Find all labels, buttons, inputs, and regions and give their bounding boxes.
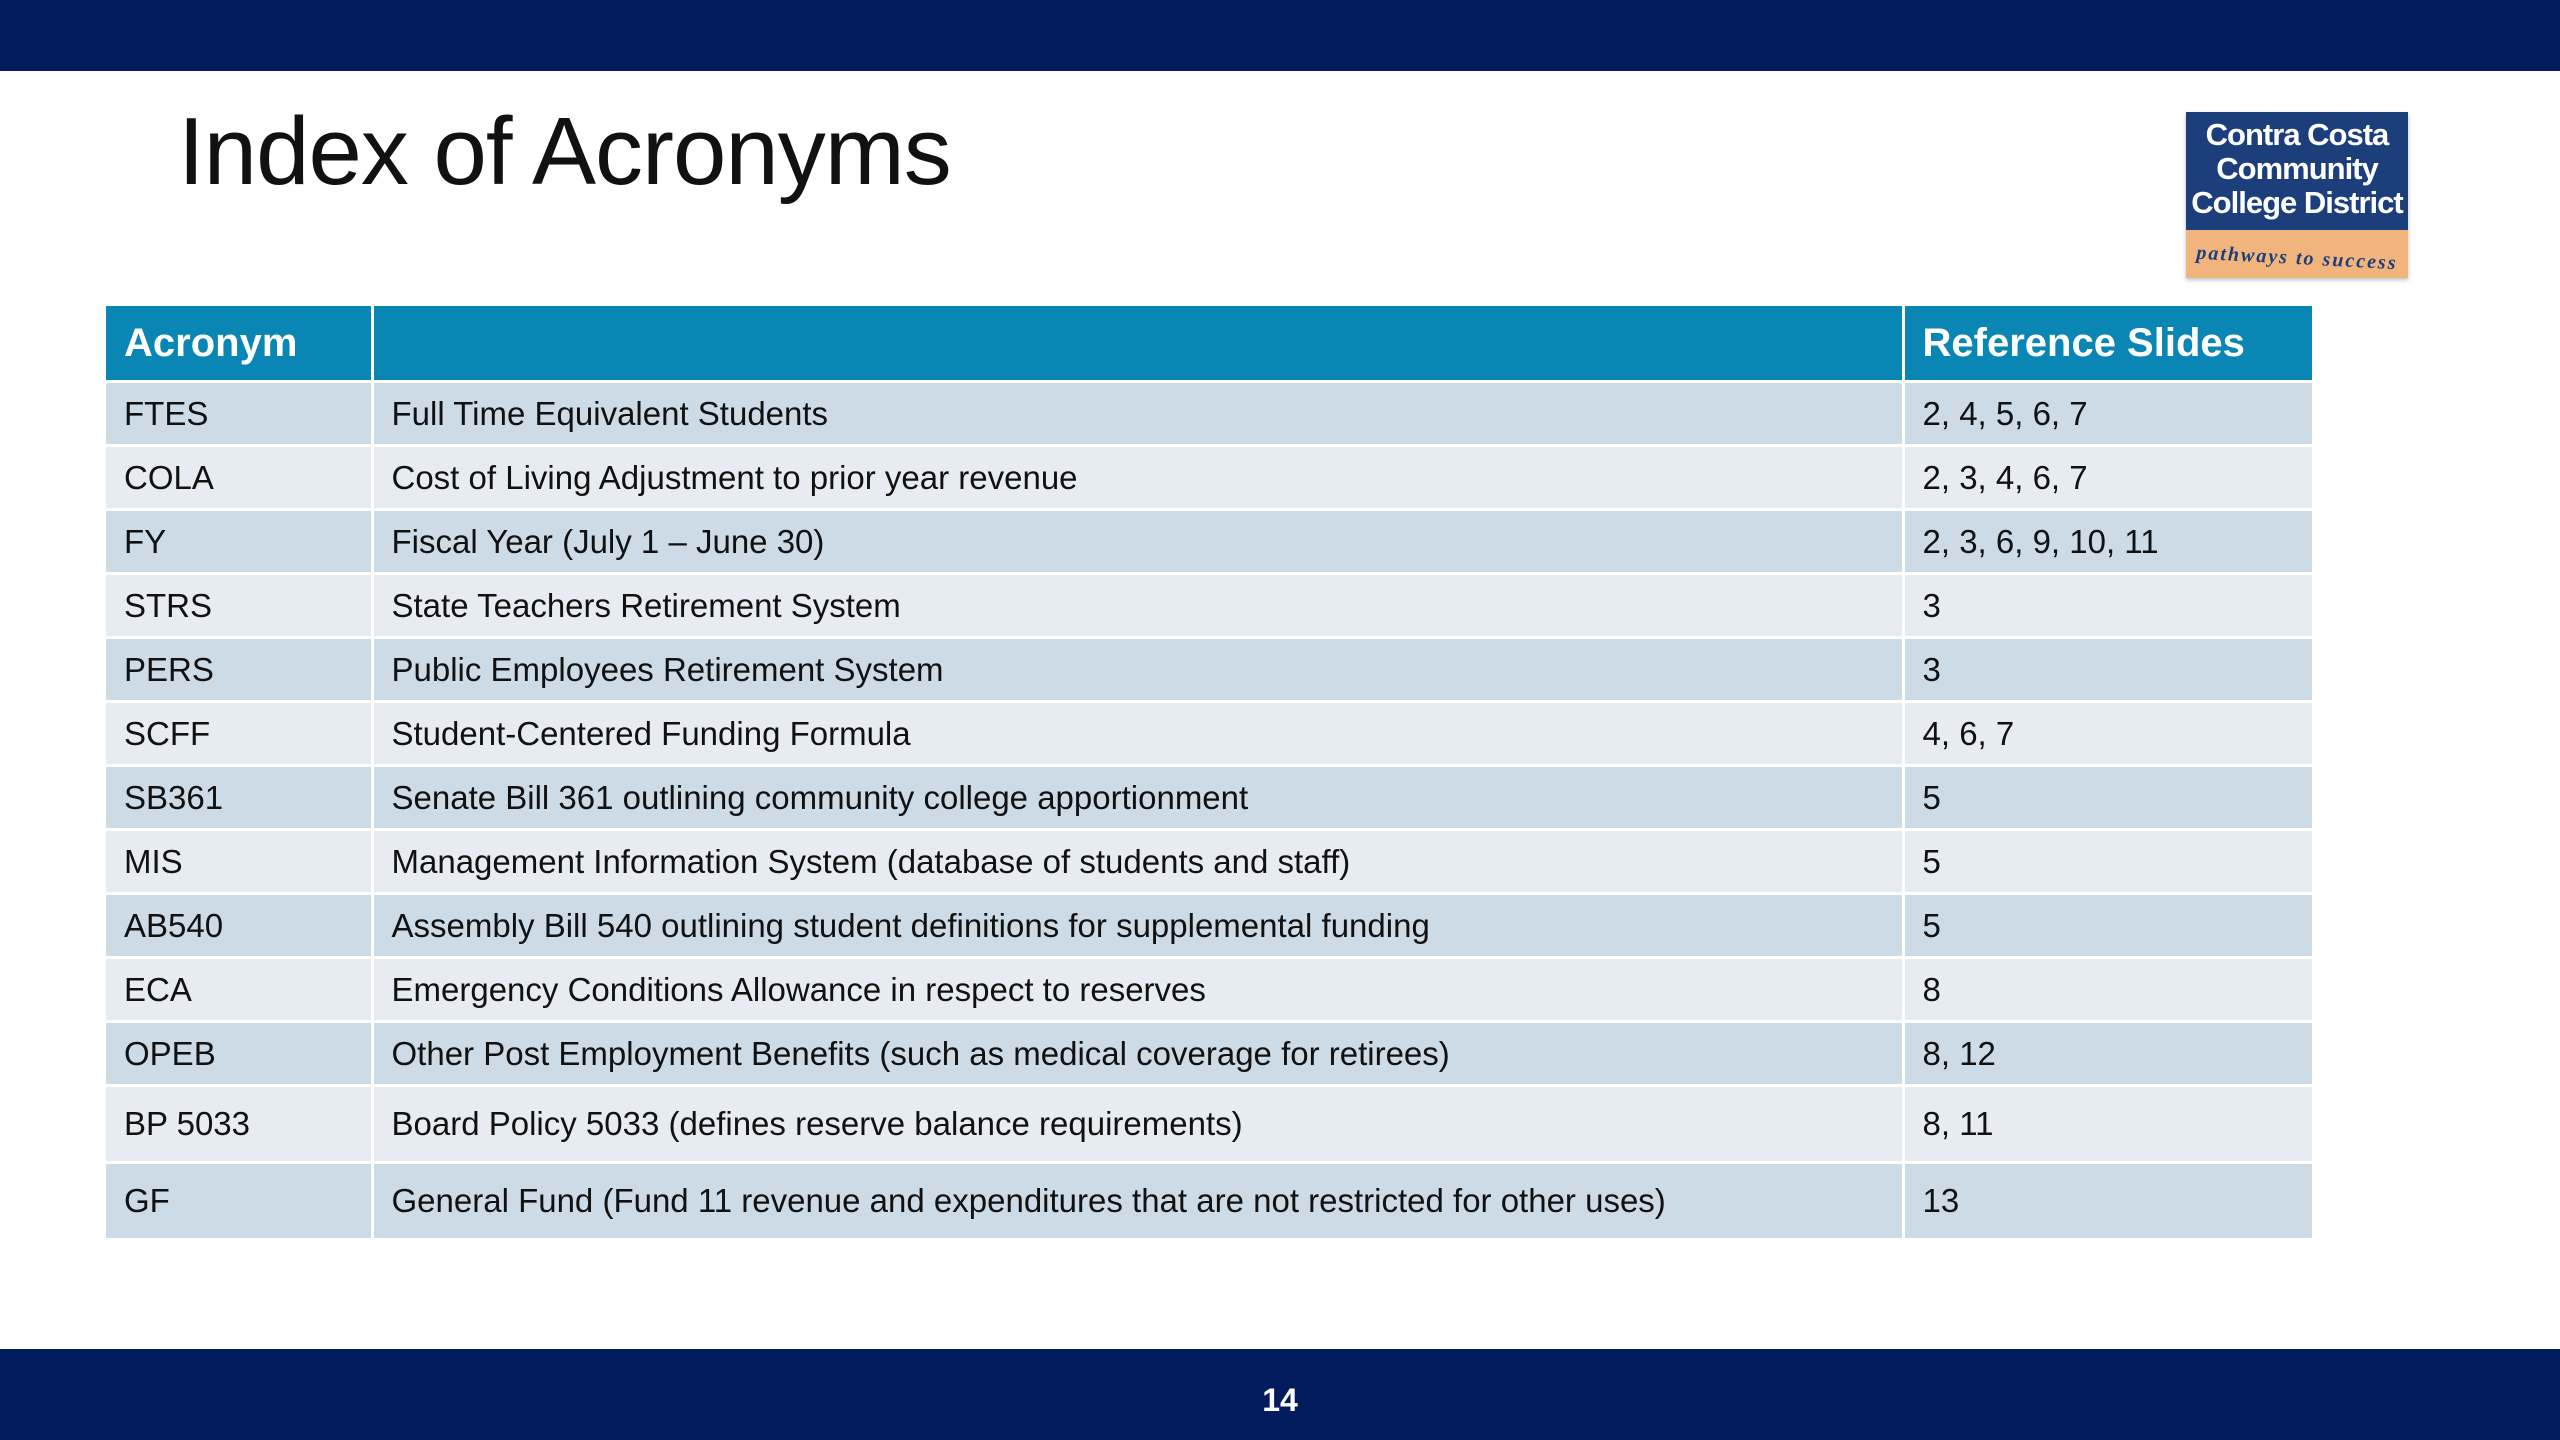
definition-cell: Emergency Conditions Allowance in respect to reserves <box>372 958 1903 1022</box>
table-row <box>106 766 2312 830</box>
acronym-cell: COLA <box>106 446 372 510</box>
definition-cell: Public Employees Retirement System <box>372 638 1903 702</box>
header-reference-slides: Reference Slides <box>1903 306 2312 382</box>
acronym-cell: SB361 <box>106 766 372 830</box>
table-row <box>106 510 2312 574</box>
definition-cell: Fiscal Year (July 1 – June 30) <box>372 510 1903 574</box>
logo-line-3: College District <box>2191 185 2403 220</box>
acronym-cell: ECA <box>106 958 372 1022</box>
table-row <box>106 894 2312 958</box>
definition-cell: Student-Centered Funding Formula <box>372 702 1903 766</box>
header-definition <box>372 306 1903 382</box>
table-row <box>106 382 2312 446</box>
reference-cell: 8, 11 <box>1903 1086 2312 1163</box>
acronym-cell: GF <box>106 1163 372 1240</box>
acronym-cell: MIS <box>106 830 372 894</box>
table-row <box>106 702 2312 766</box>
logo-line-2: Community <box>2216 151 2378 186</box>
reference-cell: 3 <box>1903 638 2312 702</box>
definition-cell: Management Information System (database of students and staff) <box>372 830 1903 894</box>
reference-cell: 13 <box>1903 1163 2312 1240</box>
slide-title: Index of Acronyms <box>178 98 951 205</box>
acronym-cell: SCFF <box>106 702 372 766</box>
reference-cell: 4, 6, 7 <box>1903 702 2312 766</box>
definition-cell: Cost of Living Adjustment to prior year revenue <box>372 446 1903 510</box>
reference-cell: 3 <box>1903 574 2312 638</box>
reference-cell: 5 <box>1903 894 2312 958</box>
table-row <box>106 1086 2312 1163</box>
district-logo <box>2186 112 2408 278</box>
acronym-cell: OPEB <box>106 1022 372 1086</box>
definition-cell: General Fund (Fund 11 revenue and expenditures that are not restricted for other uses) <box>372 1163 1903 1240</box>
reference-cell: 2, 4, 5, 6, 7 <box>1903 382 2312 446</box>
table-row <box>106 830 2312 894</box>
table-row <box>106 446 2312 510</box>
definition-cell: Senate Bill 361 outlining community college apportionment <box>372 766 1903 830</box>
reference-cell: 5 <box>1903 830 2312 894</box>
reference-cell: 8 <box>1903 958 2312 1022</box>
acronym-cell: FTES <box>106 382 372 446</box>
acronym-cell: BP 5033 <box>106 1086 372 1163</box>
header-acronym: Acronym <box>106 306 372 382</box>
table-header-row <box>106 306 2312 382</box>
top-banner <box>0 0 2560 71</box>
acronym-cell: AB540 <box>106 894 372 958</box>
page-number: 14 <box>1262 1382 1298 1418</box>
table-row <box>106 574 2312 638</box>
table-row <box>106 638 2312 702</box>
table-row <box>106 1022 2312 1086</box>
acronym-table <box>106 306 2312 1241</box>
definition-cell: Full Time Equivalent Students <box>372 382 1903 446</box>
table-row <box>106 958 2312 1022</box>
logo-tagline: pathways to success <box>2195 241 2399 275</box>
reference-cell: 2, 3, 4, 6, 7 <box>1903 446 2312 510</box>
definition-cell: Board Policy 5033 (defines reserve balance requirements) <box>372 1086 1903 1163</box>
logo-name <box>2186 118 2408 220</box>
reference-cell: 5 <box>1903 766 2312 830</box>
table-row <box>106 1163 2312 1240</box>
definition-cell: Assembly Bill 540 outlining student definitions for supplemental funding <box>372 894 1903 958</box>
definition-cell: Other Post Employment Benefits (such as medical coverage for retirees) <box>372 1022 1903 1086</box>
logo-line-1: Contra Costa <box>2205 117 2389 152</box>
reference-cell: 2, 3, 6, 9, 10, 11 <box>1903 510 2312 574</box>
definition-cell: State Teachers Retirement System <box>372 574 1903 638</box>
acronym-cell: PERS <box>106 638 372 702</box>
acronym-cell: FY <box>106 510 372 574</box>
reference-cell: 8, 12 <box>1903 1022 2312 1086</box>
acronym-cell: STRS <box>106 574 372 638</box>
